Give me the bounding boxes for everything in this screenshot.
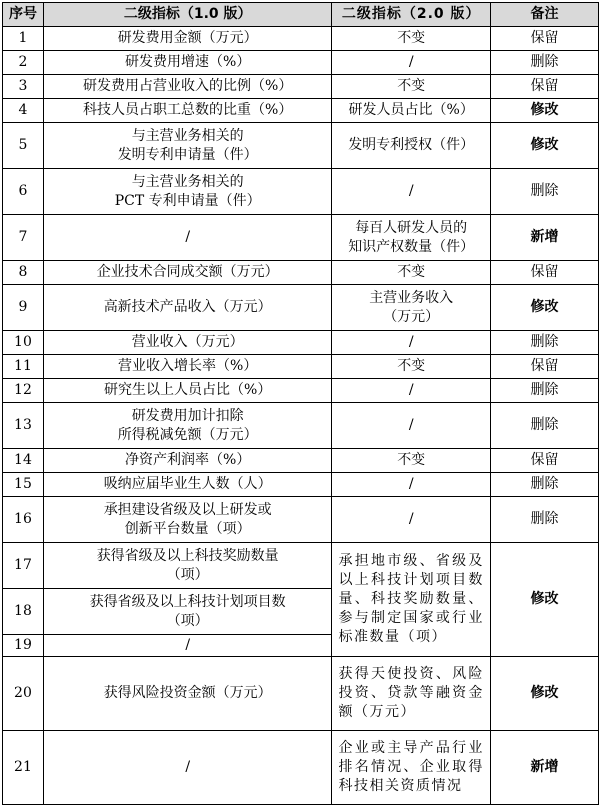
remark: 删除 (490, 331, 598, 355)
table-header-row (3, 3, 599, 27)
table-row (3, 27, 599, 51)
row-index: 21 (3, 731, 44, 805)
indicator-v2: 每百人研发人员的 知识产权数量（件） (332, 215, 490, 261)
indicator-v1: 获得风险投资金额（万元） (43, 657, 332, 731)
indicator-v1: 承担建设省级及以上研发或 创新平台数量（项） (43, 497, 332, 543)
row-index: 1 (3, 27, 44, 51)
table-row (3, 731, 599, 805)
remark: 删除 (490, 497, 598, 543)
indicator-v1: 吸纳应届毕业生人数（人） (43, 473, 332, 497)
table-row (3, 169, 599, 215)
indicator-comparison-table (2, 2, 599, 805)
indicator-v2: 承担地市级、省级及以上科技计划项目数量、科技奖励数量、参与制定国家或行业标准数量（项） (332, 543, 490, 657)
indicator-v1: 与主营业务相关的 发明专利申请量（件） (43, 123, 332, 169)
table-row (3, 543, 599, 589)
indicator-v1: 研发费用金额（万元） (43, 27, 332, 51)
header-indicator-v1: 二级指标（1.0 版） (43, 3, 332, 27)
table-row (3, 123, 599, 169)
table-row (3, 657, 599, 731)
row-index: 7 (3, 215, 44, 261)
remark: 新增 (490, 731, 598, 805)
indicator-v2: 发明专利授权（件） (332, 123, 490, 169)
remark: 修改 (490, 123, 598, 169)
row-index: 3 (3, 75, 44, 99)
indicator-v1: 获得省级及以上科技计划项目数 （项） (43, 589, 332, 635)
indicator-v2: 不变 (332, 27, 490, 51)
indicator-v2: / (332, 169, 490, 215)
indicator-v2: / (332, 51, 490, 75)
table-row (3, 473, 599, 497)
row-index: 5 (3, 123, 44, 169)
indicator-v1: 研发费用增速（%） (43, 51, 332, 75)
row-index: 19 (3, 635, 44, 657)
indicator-v1: / (43, 635, 332, 657)
indicator-v1: 研发费用加计扣除 所得税减免额（万元） (43, 403, 332, 449)
indicator-v2: / (332, 497, 490, 543)
remark: 删除 (490, 169, 598, 215)
remark: 保留 (490, 355, 598, 379)
table-row (3, 261, 599, 285)
header-remark: 备注 (490, 3, 598, 27)
row-index: 2 (3, 51, 44, 75)
remark: 修改 (490, 285, 598, 331)
table-row (3, 403, 599, 449)
header-index: 序号 (3, 3, 44, 27)
indicator-v2: 获得天使投资、风险投资、贷款等融资金额（万元） (332, 657, 490, 731)
indicator-v1: 净资产利润率（%） (43, 449, 332, 473)
table-row (3, 379, 599, 403)
table-row (3, 449, 599, 473)
row-index: 17 (3, 543, 44, 589)
indicator-v1: 营业收入增长率（%） (43, 355, 332, 379)
indicator-v1: 研究生以上人员占比（%） (43, 379, 332, 403)
row-index: 11 (3, 355, 44, 379)
table-row (3, 355, 599, 379)
remark: 修改 (490, 543, 598, 657)
indicator-v1: / (43, 215, 332, 261)
row-index: 20 (3, 657, 44, 731)
header-indicator-v2: 二级指标（2.0 版） (332, 3, 490, 27)
table-row (3, 75, 599, 99)
remark: 删除 (490, 403, 598, 449)
row-index: 8 (3, 261, 44, 285)
indicator-v2: 不变 (332, 261, 490, 285)
indicator-v2: 主营业务收入 （万元） (332, 285, 490, 331)
row-index: 18 (3, 589, 44, 635)
indicator-v1: 营业收入（万元） (43, 331, 332, 355)
remark: 新增 (490, 215, 598, 261)
table-row (3, 285, 599, 331)
remark: 删除 (490, 473, 598, 497)
row-index: 14 (3, 449, 44, 473)
remark: 删除 (490, 379, 598, 403)
remark: 保留 (490, 261, 598, 285)
remark: 保留 (490, 27, 598, 51)
row-index: 13 (3, 403, 44, 449)
indicator-v2: 不变 (332, 355, 490, 379)
indicator-v2: / (332, 403, 490, 449)
remark: 修改 (490, 657, 598, 731)
indicator-v2: / (332, 473, 490, 497)
indicator-v2: 研发人员占比（%） (332, 99, 490, 123)
table-row (3, 215, 599, 261)
table-row (3, 51, 599, 75)
indicator-v1: 与主营业务相关的 PCT 专利申请量（件） (43, 169, 332, 215)
indicator-v2: 企业或主导产品行业排名情况、企业取得科技相关资质情况 (332, 731, 490, 805)
row-index: 9 (3, 285, 44, 331)
indicator-v2: 不变 (332, 449, 490, 473)
table-row (3, 497, 599, 543)
indicator-v1: / (43, 731, 332, 805)
indicator-v1: 企业技术合同成交额（万元） (43, 261, 332, 285)
row-index: 16 (3, 497, 44, 543)
indicator-v2: / (332, 379, 490, 403)
row-index: 15 (3, 473, 44, 497)
indicator-v1: 高新技术产品收入（万元） (43, 285, 332, 331)
table-row (3, 331, 599, 355)
indicator-v1: 科技人员占职工总数的比重（%） (43, 99, 332, 123)
row-index: 4 (3, 99, 44, 123)
remark: 保留 (490, 449, 598, 473)
indicator-v1: 获得省级及以上科技奖励数量 （项） (43, 543, 332, 589)
remark: 修改 (490, 99, 598, 123)
row-index: 6 (3, 169, 44, 215)
remark: 保留 (490, 75, 598, 99)
row-index: 12 (3, 379, 44, 403)
indicator-v1: 研发费用占营业收入的比例（%） (43, 75, 332, 99)
indicator-v2: 不变 (332, 75, 490, 99)
remark: 删除 (490, 51, 598, 75)
table-row (3, 99, 599, 123)
row-index: 10 (3, 331, 44, 355)
indicator-v2: / (332, 331, 490, 355)
